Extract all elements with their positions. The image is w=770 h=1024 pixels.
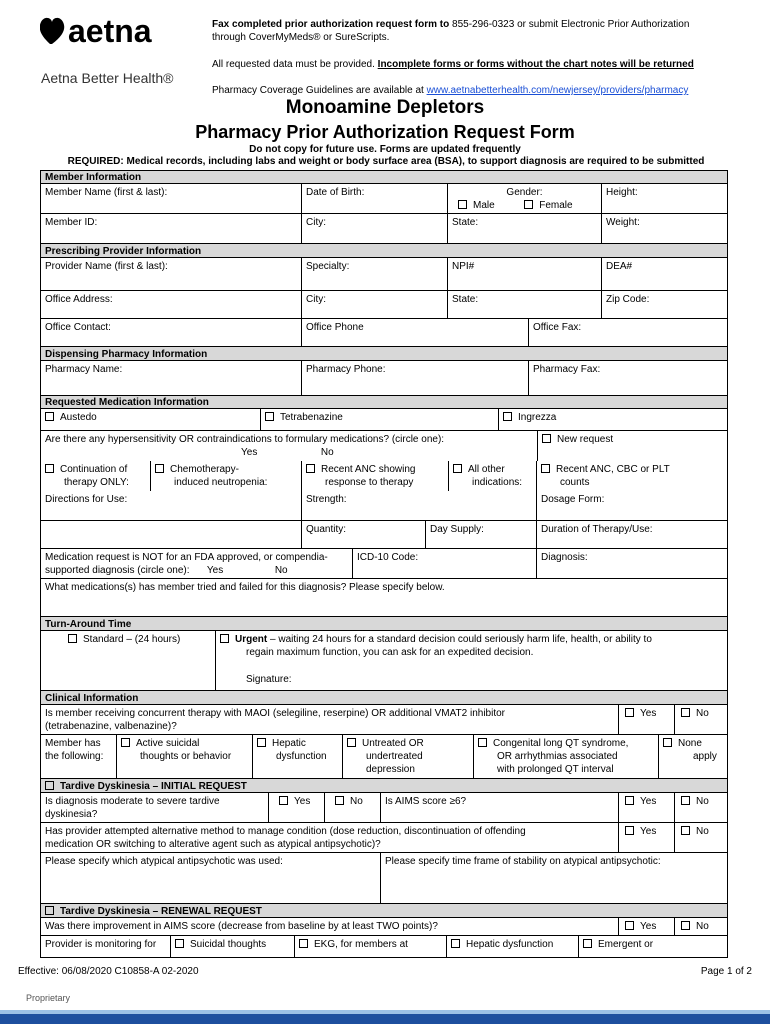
effective-date: Effective: 06/08/2020 C10858-A 02-2020 (18, 966, 199, 977)
stability-field[interactable]: Please specify time frame of stability on atypical antipsychotic: (385, 856, 661, 867)
quantity-row (41, 521, 727, 549)
alternative-yes-label: Yes (640, 826, 657, 837)
logo-text: aetna (68, 13, 152, 49)
chemo-label-1: Chemotherapy- (170, 464, 239, 475)
diagnosis-field[interactable]: Diagnosis: (541, 552, 588, 563)
td-renewal-heading (41, 904, 727, 917)
female-label: Female (539, 200, 573, 211)
depression-option (343, 735, 474, 778)
monitor-emergent-checkbox[interactable] (583, 939, 592, 948)
pharmacy-info-heading: Dispensing Pharmacy Information (45, 349, 208, 360)
recent-counts-label-1: Recent ANC, CBC or PLT (556, 464, 670, 475)
depression-label-3: depression (366, 764, 415, 775)
office-contact-field[interactable]: Office Contact: (41, 319, 302, 346)
improvement-question: Was there improvement in AIMS score (decrease from baseline by at least TWO points)? (41, 918, 619, 935)
gender-options (452, 199, 597, 212)
ingrezza-checkbox[interactable] (503, 412, 512, 421)
member-row-1 (41, 184, 727, 214)
none-apply-option (659, 735, 727, 778)
atypical-field[interactable]: Please specify which atypical antipsychotic was used: (41, 853, 381, 903)
not-fda-question (41, 549, 353, 578)
gender-field (448, 184, 602, 213)
long-qt-option (474, 735, 659, 778)
required-data-note (212, 58, 694, 71)
guidelines-note (212, 84, 688, 97)
all-other-label-2: indications: (472, 477, 523, 488)
td-renewal-checkbox[interactable] (45, 906, 54, 915)
turnaround-row (41, 631, 727, 691)
recent-counts-checkbox[interactable] (541, 464, 550, 473)
height-field[interactable]: Height: (606, 187, 638, 198)
alternative-no-label: No (696, 826, 709, 837)
austedo-label: Austedo (60, 412, 97, 423)
specialty-field[interactable]: Specialty: (302, 258, 448, 290)
strength-field[interactable]: Strength: (302, 491, 537, 520)
moderate-no-label: No (350, 796, 363, 807)
not-fda-no[interactable]: No (274, 565, 288, 576)
dosage-form-field[interactable]: Dosage Form: (541, 494, 605, 505)
monitor-hepatic-checkbox[interactable] (451, 939, 460, 948)
hypersensitivity-row (41, 431, 727, 461)
medication-choice-row (41, 409, 727, 431)
aims-question: Is AIMS score ≥6? (381, 793, 619, 822)
monitor-ekg-option (295, 936, 447, 958)
member-has-text-2: the following: (45, 751, 104, 762)
continuation-checkbox[interactable] (45, 464, 54, 473)
hypersensitivity-answers (45, 446, 533, 459)
recent-counts-label-2: counts (560, 477, 590, 488)
female-checkbox[interactable] (524, 200, 533, 209)
fax-line2: through CoverMyMeds® or SureScripts. (212, 32, 390, 43)
tried-failed-row (41, 579, 727, 617)
weight-field[interactable]: Weight: (606, 217, 640, 228)
provider-city-field[interactable]: City: (302, 291, 448, 318)
improvement-row (41, 918, 727, 936)
page-number: Page 1 of 2 (700, 966, 752, 977)
monitor-ekg-checkbox[interactable] (299, 939, 308, 948)
monitor-suicidal-option (171, 936, 295, 958)
turnaround-section (41, 617, 727, 631)
alternative-no-checkbox[interactable] (681, 826, 690, 835)
moderate-no-checkbox[interactable] (335, 796, 344, 805)
alternative-text-2: medication OR switching to alterative agent such as atypical antipsychotic)? (45, 839, 381, 850)
moderate-yes (269, 793, 325, 822)
moderate-no (325, 793, 381, 822)
form-title-1: Monoamine Depletors (285, 97, 485, 118)
new-request-label: New request (557, 434, 614, 445)
none-apply-label-2: apply (693, 751, 717, 762)
urgent-text-1: – waiting 24 hours for a standard decision could seriously harm life, health, or ability to (270, 634, 652, 645)
member-has-label (41, 735, 117, 778)
dea-field[interactable]: DEA# (606, 261, 633, 272)
office-phone-field[interactable]: Office Phone (302, 319, 529, 346)
alternative-question (41, 823, 619, 852)
member-id-field[interactable]: Member ID: (41, 214, 302, 243)
chemo-label-2: induced neutropenia: (174, 477, 268, 488)
urgent-checkbox[interactable] (220, 634, 229, 643)
tried-failed-field[interactable]: What medications(s) has member tried and failed for this diagnosis? Please specify below. (45, 582, 445, 593)
member-city-field[interactable]: City: (302, 214, 448, 243)
maoi-text-2: (tetrabenazine, valbenazine)? (45, 721, 177, 732)
member-has-row (41, 735, 727, 779)
aims-no (675, 793, 727, 822)
pharmacy-name-field[interactable]: Pharmacy Name: (41, 361, 302, 395)
improvement-yes (619, 918, 675, 935)
male-checkbox[interactable] (458, 200, 467, 209)
td-initial-section (41, 779, 727, 793)
brand-subtitle: Aetna Better Health® (41, 70, 174, 86)
td-renewal-section (41, 904, 727, 918)
continuation-label-2: therapy ONLY: (64, 477, 129, 488)
continuation-label-1: Continuation of (60, 464, 128, 475)
male-label: Male (473, 200, 495, 211)
td-initial-label: Tardive Dyskinesia – INITIAL REQUEST (60, 781, 247, 792)
standard-checkbox[interactable] (68, 634, 77, 643)
austedo-option (41, 409, 261, 430)
aims-no-checkbox[interactable] (681, 796, 690, 805)
moderate-yes-label: Yes (294, 796, 311, 807)
moderate-question (41, 793, 269, 822)
hepatic-checkbox[interactable] (257, 738, 266, 747)
monitor-suicidal-checkbox[interactable] (175, 939, 184, 948)
tetrabenazine-option (261, 409, 499, 430)
td-initial-heading (41, 779, 727, 792)
monitoring-row (41, 936, 727, 958)
incomplete-warning: Incomplete forms or forms without the chart notes will be returned (377, 59, 694, 70)
hypersensitivity-question (41, 431, 537, 461)
member-info-heading: Member Information (45, 172, 142, 183)
member-row-2 (41, 214, 727, 244)
depression-label-1: Untreated OR (362, 738, 424, 749)
alternative-yes (619, 823, 675, 852)
monitor-ekg-label: EKG, for members at (314, 939, 408, 950)
guidelines-link[interactable]: www.aetnabetterhealth.com/newjersey/providers/pharmacy (426, 85, 689, 96)
long-qt-label-1: Congenital long QT syndrome, (493, 738, 629, 749)
improvement-no-checkbox[interactable] (681, 921, 690, 930)
signature-label: Signature: (246, 674, 292, 685)
urgent-text-2: regain maximum function, you can ask for an expedited decision. (246, 647, 534, 658)
maoi-row (41, 705, 727, 735)
aims-yes (619, 793, 675, 822)
zip-code-field[interactable]: Zip Code: (606, 294, 650, 305)
suicidal-label-1: Active suicidal (136, 738, 200, 749)
monitoring-label: Provider is monitoring for (41, 936, 171, 958)
suicidal-checkbox[interactable] (121, 738, 130, 747)
prior-auth-form (40, 170, 728, 958)
provider-state-field[interactable]: State: (448, 291, 602, 318)
moderate-row (41, 793, 727, 823)
new-request-checkbox[interactable] (542, 434, 551, 443)
dob-field[interactable]: Date of Birth: (302, 184, 448, 213)
suicidal-label-2: thoughts or behavior (140, 751, 232, 762)
aims-yes-checkbox[interactable] (625, 796, 634, 805)
fax-rest: 855-296-0323 or submit Electronic Prior Authorization (452, 19, 690, 30)
proprietary-label: Proprietary (26, 993, 71, 1003)
quantity-field[interactable]: Quantity: (302, 521, 426, 548)
monitor-hepatic-label: Hepatic dysfunction (466, 939, 554, 950)
required-records: REQUIRED: Medical records, including labs and weight or body surface area (BSA), to support diagnosis are required to be submitted (67, 156, 705, 167)
chemo-checkbox[interactable] (155, 464, 164, 473)
provider-info-heading: Prescribing Provider Information (45, 246, 202, 257)
monitor-emergent-option (579, 936, 727, 958)
aims-no-label: No (696, 796, 709, 807)
npi-field[interactable]: NPI# (448, 258, 602, 290)
office-fax-field[interactable]: Office Fax: (533, 322, 582, 333)
td-initial-checkbox[interactable] (45, 781, 54, 790)
anc-option (302, 461, 449, 491)
member-has-text-1: Member has (45, 738, 101, 749)
footer-bar (0, 1014, 770, 1024)
anc-checkbox[interactable] (306, 464, 315, 473)
alternative-no (675, 823, 727, 852)
tetrabenazine-label: Tetrabenazine (280, 412, 343, 423)
clinical-heading: Clinical Information (45, 693, 139, 704)
depression-checkbox[interactable] (347, 738, 356, 747)
member-state-field[interactable]: State: (448, 214, 602, 243)
office-address-field[interactable]: Office Address: (41, 291, 302, 318)
do-not-copy: Do not copy for future use. Forms are updated frequently (249, 144, 521, 155)
hepatic-label-1: Hepatic (272, 738, 306, 749)
fax-instructions (212, 18, 689, 44)
provider-row-2 (41, 291, 727, 319)
fax-bold: Fax completed prior authorization request form to (212, 19, 450, 30)
medication-info-heading: Requested Medication Information (45, 397, 209, 408)
member-name-field[interactable]: Member Name (first & last): (41, 184, 302, 213)
continuation-row (41, 461, 727, 491)
maoi-question (41, 705, 619, 734)
maoi-no (675, 705, 727, 734)
maoi-yes-label: Yes (640, 708, 657, 719)
pharmacy-info-section (41, 347, 727, 361)
hypersens-yes[interactable]: Yes (241, 447, 258, 458)
medication-info-section (41, 396, 727, 409)
long-qt-label-2: OR arrhythmias associated (497, 751, 618, 762)
clinical-section (41, 691, 727, 705)
turnaround-heading: Turn-Around Time (45, 619, 132, 630)
not-fda-answer-line (45, 564, 348, 577)
moderate-yes-checkbox[interactable] (279, 796, 288, 805)
alternative-row (41, 823, 727, 853)
provider-row-3 (41, 319, 727, 347)
maoi-no-label: No (696, 708, 709, 719)
fda-row (41, 549, 727, 579)
depression-label-2: undertreated (366, 751, 423, 762)
td-renewal-label: Tardive Dyskinesia – RENEWAL REQUEST (60, 906, 262, 917)
monitor-hepatic-option (447, 936, 579, 958)
hepatic-option (253, 735, 343, 778)
austedo-checkbox[interactable] (45, 412, 54, 421)
heart-icon (40, 18, 64, 44)
member-info-section (41, 171, 727, 184)
guidelines-text: Pharmacy Coverage Guidelines are available at (212, 85, 424, 96)
aetna-logo (40, 12, 200, 52)
urgent-label: Urgent (235, 634, 268, 645)
maoi-text-1: Is member receiving concurrent therapy with MAOI (selegiline, reserpine) OR additional VMAT2 inhibitor (45, 708, 506, 719)
aims-yes-label: Yes (640, 796, 657, 807)
atypical-row (41, 853, 727, 904)
anc-label-1: Recent ANC showing (321, 464, 416, 475)
pharmacy-phone-field[interactable]: Pharmacy Phone: (302, 361, 529, 395)
new-request-option (537, 431, 727, 461)
none-apply-label-1: None (678, 738, 702, 749)
all-other-label-1: All other (468, 464, 505, 475)
long-qt-checkbox[interactable] (478, 738, 487, 747)
alternative-yes-checkbox[interactable] (625, 826, 634, 835)
pharmacy-row (41, 361, 727, 396)
form-title-2: Pharmacy Prior Authorization Request Form (195, 122, 575, 142)
moderate-text-2: dyskinesia? (45, 809, 98, 820)
monitor-emergent-label: Emergent or (598, 939, 654, 950)
hepatic-label-2: dysfunction (276, 751, 327, 762)
long-qt-label-3: with prolonged QT interval (497, 764, 614, 775)
maoi-yes-checkbox[interactable] (625, 708, 634, 717)
icd10-field[interactable]: ICD-10 Code: (353, 549, 537, 578)
monitor-suicidal-label: Suicidal thoughts (190, 939, 267, 950)
not-fda-text-1: Medication request is NOT for an FDA approved, or compendia- (45, 552, 328, 563)
hypersens-no[interactable]: No (320, 447, 334, 458)
tetrabenazine-checkbox[interactable] (265, 412, 274, 421)
suicidal-option (117, 735, 253, 778)
not-fda-yes[interactable]: Yes (206, 565, 224, 576)
standard-option (41, 631, 216, 690)
directions-row (41, 491, 727, 521)
maoi-no-checkbox[interactable] (681, 708, 690, 717)
directions-field[interactable]: Directions for Use: (41, 491, 302, 520)
provider-name-field[interactable]: Provider Name (first & last): (41, 258, 302, 290)
anc-label-2: response to therapy (325, 477, 414, 488)
none-apply-checkbox[interactable] (663, 738, 672, 747)
gender-label: Gender: (506, 187, 543, 198)
improvement-yes-checkbox[interactable] (625, 921, 634, 930)
provider-row-1 (41, 258, 727, 291)
recent-counts-option (537, 461, 727, 491)
all-other-option (449, 461, 537, 491)
not-fda-text-2: supported diagnosis (circle one): (45, 565, 190, 576)
improvement-no-label: No (696, 921, 709, 932)
pharmacy-fax-field[interactable]: Pharmacy Fax: (533, 364, 601, 375)
all-required: All requested data must be provided. (212, 59, 375, 70)
all-other-checkbox[interactable] (453, 464, 462, 473)
improvement-yes-label: Yes (640, 921, 657, 932)
provider-info-section (41, 244, 727, 258)
ingrezza-option (499, 409, 727, 430)
hypersensitivity-text: Are there any hypersensitivity OR contraindications to formulary medications? (circle one): (45, 434, 445, 445)
duration-field[interactable]: Duration of Therapy/Use: (541, 524, 653, 535)
improvement-no (675, 918, 727, 935)
urgent-option (216, 631, 727, 690)
standard-label: Standard – (24 hours) (83, 634, 181, 645)
directions-continued (41, 521, 302, 548)
chemo-option (151, 461, 302, 491)
ingrezza-label: Ingrezza (518, 412, 557, 423)
continuation-option (41, 461, 151, 491)
moderate-text-1: Is diagnosis moderate to severe tardive (45, 796, 220, 807)
day-supply-field[interactable]: Day Supply: (426, 521, 537, 548)
alternative-text-1: Has provider attempted alternative method to manage condition (dose reduction, discontinuation of offending (45, 826, 526, 837)
maoi-yes (619, 705, 675, 734)
